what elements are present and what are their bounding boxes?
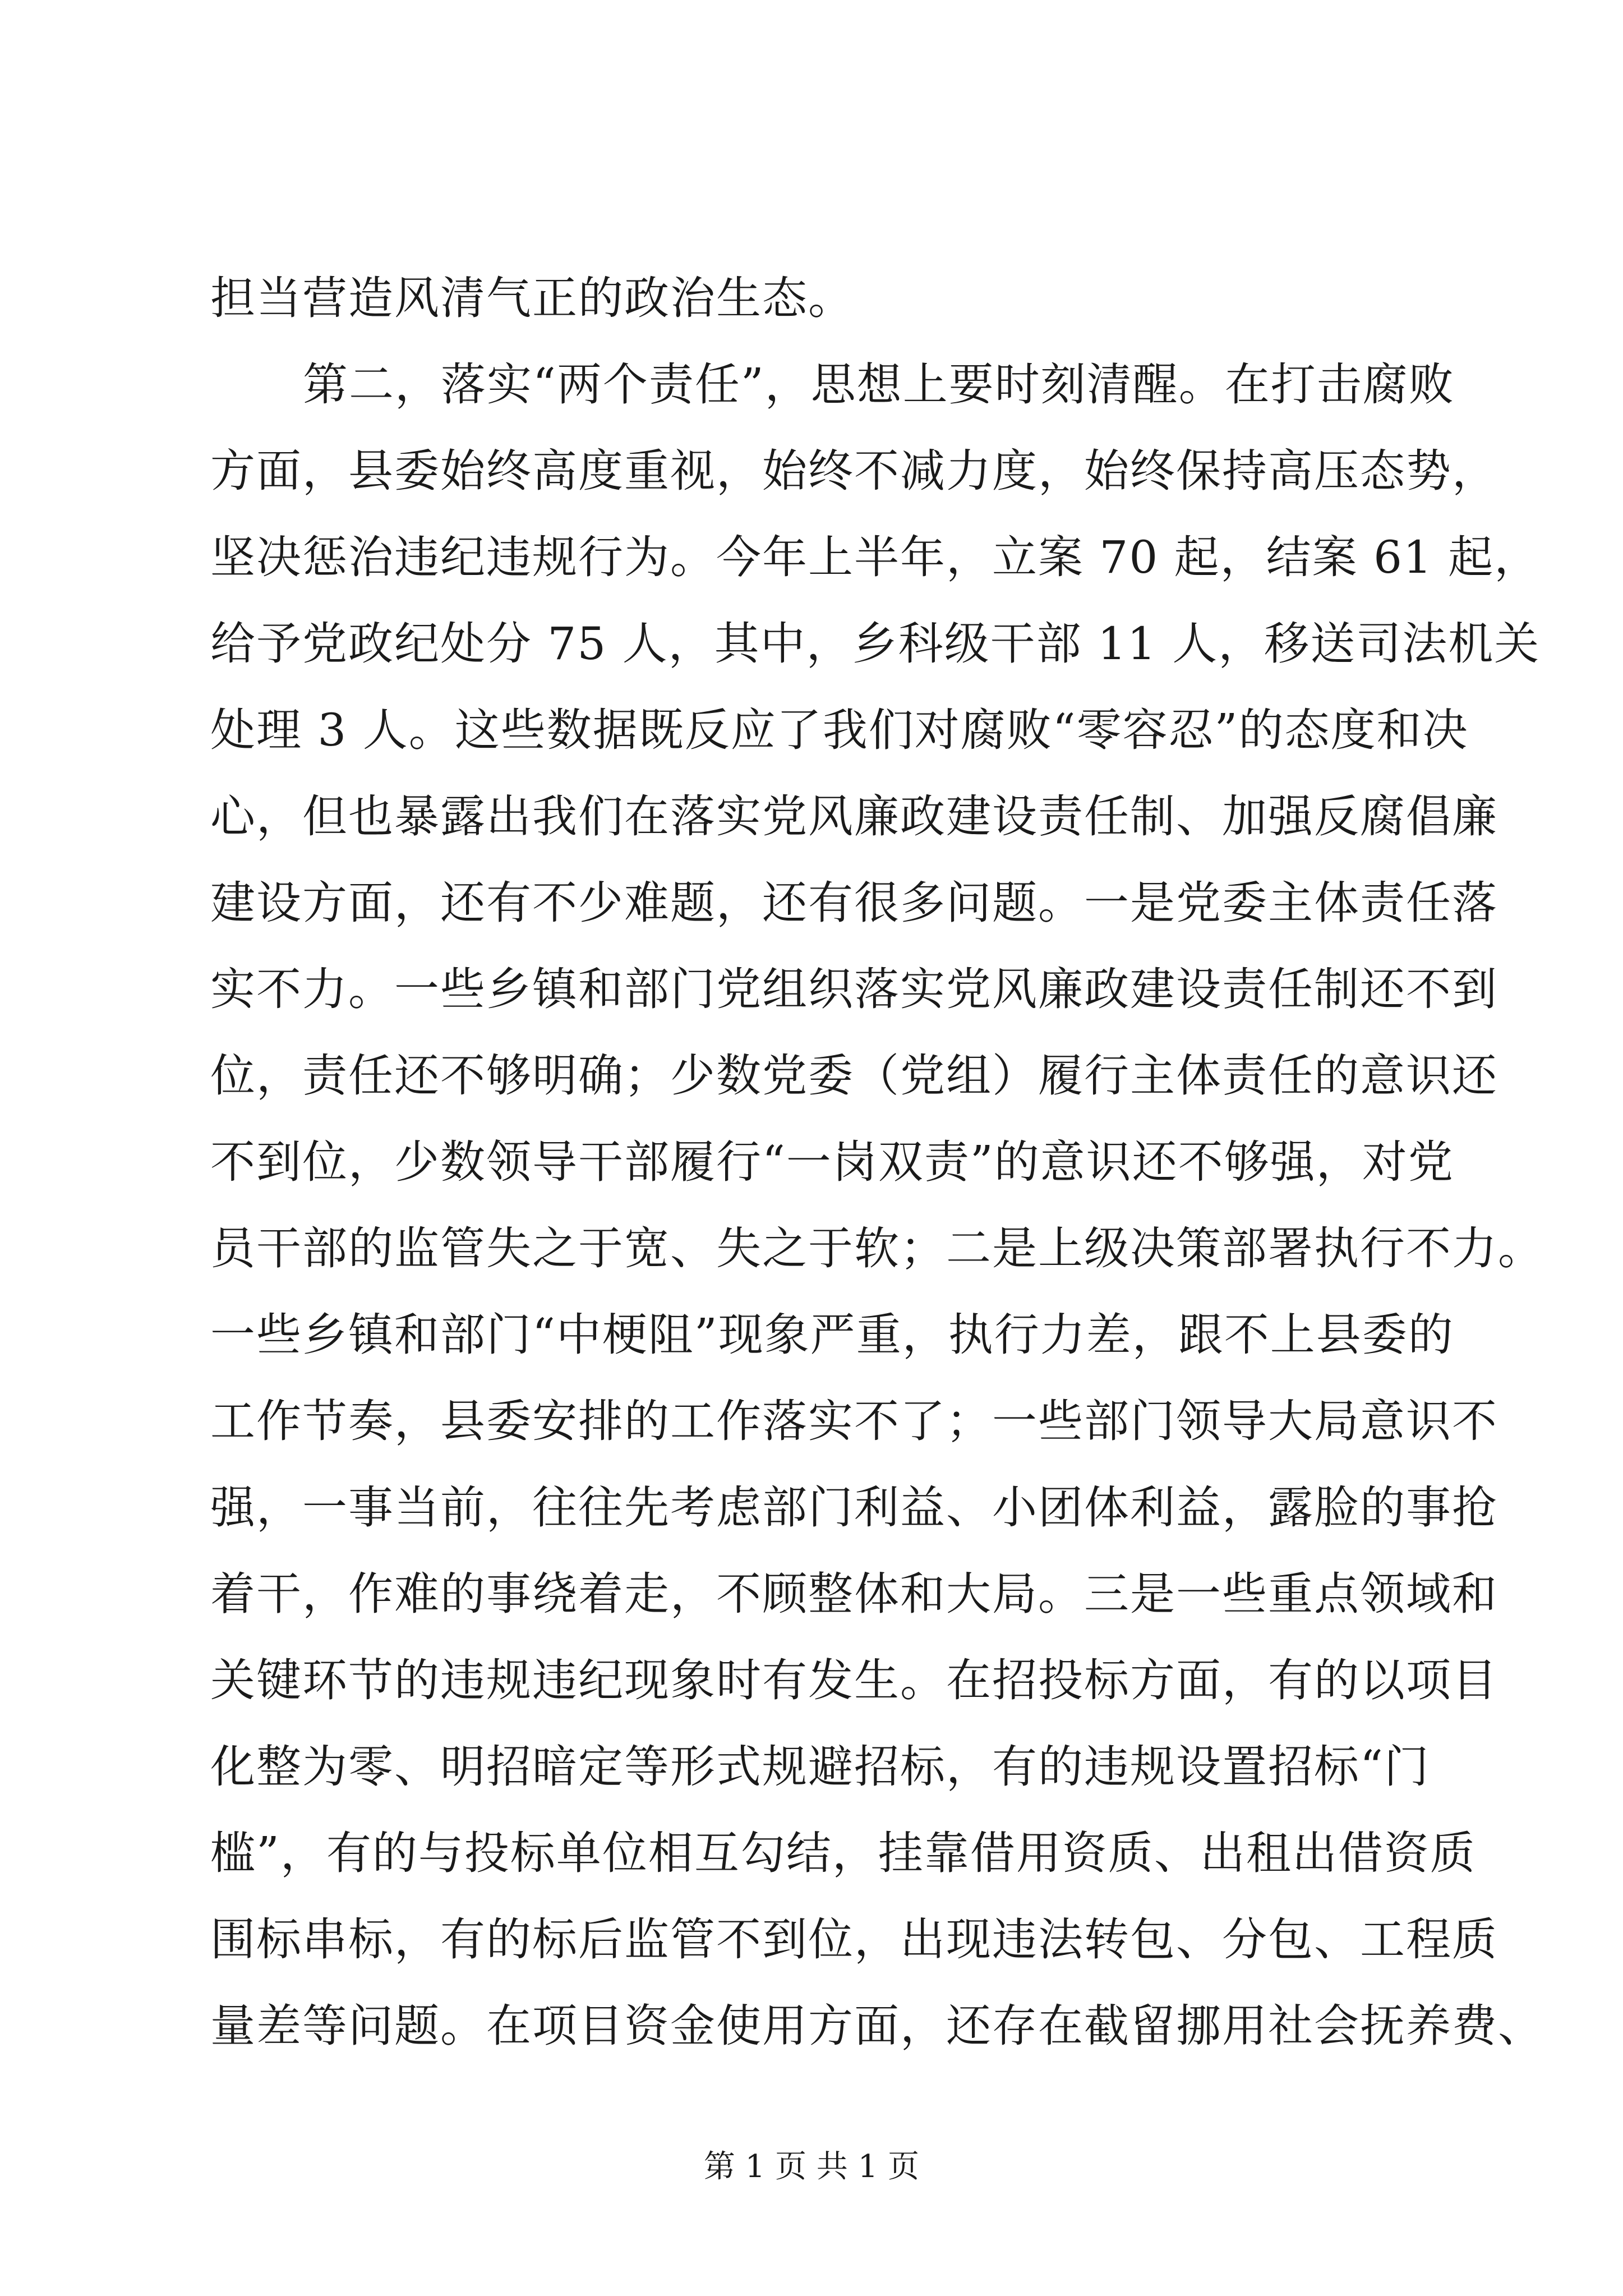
text-line: 工作节奏，县委安排的工作落实不了；一些部门领导大局意识不 <box>210 1395 1498 1447</box>
text-line: 量差等问题。在项目资金使用方面，还存在截留挪用社会抚养费、 <box>210 2000 1544 2052</box>
text-line: 位，责任还不够明确；少数党委（党组）履行主体责任的意识还 <box>210 1050 1498 1102</box>
text-line: 处理 3 人。这些数据既反应了我们对腐败“零容忍”的态度和决 <box>210 704 1469 756</box>
text-line: 担当营造风清气正的政治生态。 <box>210 272 854 324</box>
page-number-footer: 第 1 页 共 1 页 <box>703 2148 920 2185</box>
text-line: 实不力。一些乡镇和部门党组织落实党风廉政建设责任制还不到 <box>210 963 1498 1015</box>
paragraph-first-line: 第二，落实“两个责任”，思想上要时刻清醒。在打击腐败 <box>303 358 1455 411</box>
text-line: 围标串标，有的标后监管不到位，出现违法转包、分包、工程质 <box>210 1913 1498 1966</box>
text-line: 员干部的监管失之于宽、失之于软；二是上级决策部署执行不力。 <box>210 1222 1544 1274</box>
text-line: 不到位，少数领导干部履行“一岗双责”的意识还不够强，对党 <box>210 1136 1454 1188</box>
text-line: 着干，作难的事绕着走，不顾整体和大局。三是一些重点领域和 <box>210 1568 1498 1620</box>
text-line: 心，但也暴露出我们在落实党风廉政建设责任制、加强反腐倡廉 <box>210 790 1498 843</box>
text-line: 槛”，有的与投标单位相互勾结，挂靠借用资质、出租出借资质 <box>210 1827 1476 1879</box>
text-line: 一些乡镇和部门“中梗阻”现象严重，执行力差，跟不上县委的 <box>210 1309 1454 1361</box>
document-body <box>210 255 1544 2069</box>
text-line: 强，一事当前，往往先考虑部门利益、小团体利益，露脸的事抢 <box>210 1481 1498 1534</box>
text-line: 化整为零、明招暗定等形式规避招标，有的违规设置招标“门 <box>210 1741 1430 1793</box>
text-line: 方面，县委始终高度重视，始终不减力度，始终保持高压态势， <box>210 445 1498 497</box>
text-line: 坚决惩治违纪违规行为。今年上半年，立案 70 起，结案 61 起， <box>210 531 1541 583</box>
text-line: 关键环节的违规违纪现象时有发生。在招投标方面，有的以项目 <box>210 1654 1498 1706</box>
text-line: 建设方面，还有不少难题，还有很多问题。一是党委主体责任落 <box>210 877 1498 929</box>
text-line: 给予党政纪处分 75 人，其中，乡科级干部 11 人，移送司法机关 <box>210 618 1541 670</box>
